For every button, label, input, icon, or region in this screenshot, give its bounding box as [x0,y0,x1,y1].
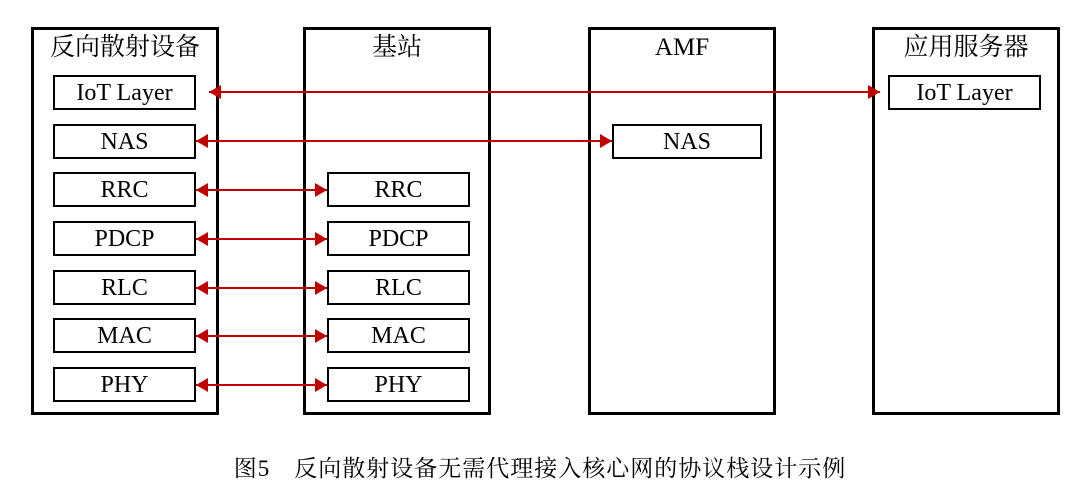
connection-rlc-arrow-left [196,281,208,295]
connection-nas-arrow-left [196,134,208,148]
layer-box-amf-nas: NAS [612,124,762,159]
connection-mac-arrow-left [196,329,208,343]
connection-phy-link [196,384,327,386]
connection-rlc-arrow-right [315,281,327,295]
connection-iot-layer-arrow-right [868,85,880,99]
layer-box-backscatter-pdcp: PDCP [53,221,196,256]
column-title-backscatter-device: 反向散射设备 [49,34,200,61]
layer-box-backscatter-nas: NAS [53,124,196,159]
column-title-application-server: 应用服务器 [903,34,1029,61]
connection-pdcp-link [196,238,327,240]
connection-mac-link [196,335,327,337]
connection-rlc-link [196,287,327,289]
layer-box-backscatter-mac: MAC [53,318,196,353]
connection-iot-layer-link [209,91,880,93]
connection-phy-arrow-left [196,378,208,392]
layer-box-basestation-rrc: RRC [327,172,470,207]
layer-box-backscatter-rlc: RLC [53,270,196,305]
connection-phy-arrow-right [315,378,327,392]
layer-box-backscatter-phy: PHY [53,367,196,402]
connection-iot-layer-arrow-left [209,85,221,99]
connection-nas-link [196,140,612,142]
column-title-amf: AMF [654,34,710,61]
connection-rrc-arrow-right [315,183,327,197]
connection-rrc-link [196,189,327,191]
column-title-base-station: 基站 [371,34,422,61]
connection-rrc-arrow-left [196,183,208,197]
connection-pdcp-arrow-left [196,232,208,246]
layer-box-basestation-pdcp: PDCP [327,221,470,256]
figure-caption: 图5 反向散射设备无需代理接入核心网的协议栈设计示例 [233,456,847,481]
layer-box-appserver-iot-layer: IoT Layer [888,75,1041,110]
layer-box-backscatter-iot-layer: IoT Layer [53,75,196,110]
connection-pdcp-arrow-right [315,232,327,246]
layer-box-backscatter-rrc: RRC [53,172,196,207]
column-amf [588,27,776,415]
layer-box-basestation-mac: MAC [327,318,470,353]
connection-nas-arrow-right [600,134,612,148]
layer-box-basestation-phy: PHY [327,367,470,402]
layer-box-basestation-rlc: RLC [327,270,470,305]
connection-mac-arrow-right [315,329,327,343]
